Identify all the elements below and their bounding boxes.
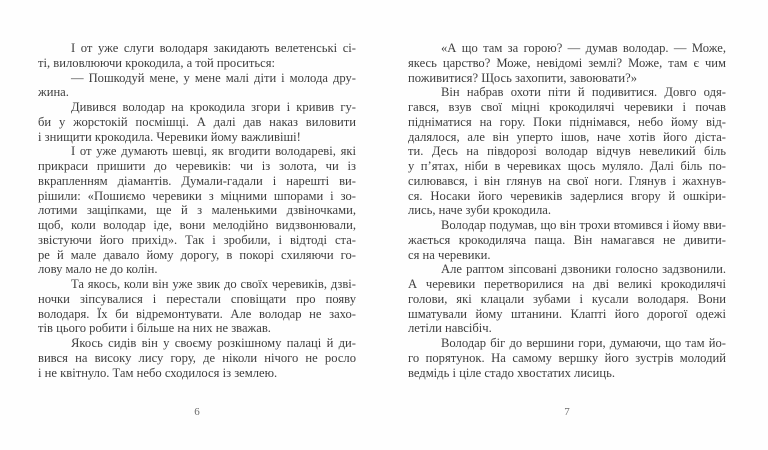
paragraph xyxy=(408,336,726,380)
text-line: ся на черевики. xyxy=(408,247,491,262)
text-line: Володар подумав, що він трохи втомився і йому вви- xyxy=(441,218,726,232)
page-text-right xyxy=(408,41,726,380)
paragraph xyxy=(408,218,726,262)
book-page-left xyxy=(38,0,356,450)
text-line: гався, взув свої міцні крокодилячі черевики і почав xyxy=(408,100,726,114)
text-line: жина. xyxy=(38,85,69,100)
text-line: А черевики перетворилися на дві великі крокодилячі xyxy=(408,277,726,291)
text-line: силювався, і він глянув на свої ноги. Глянув і жахнув- xyxy=(408,173,726,188)
text-line: рішили: «Пошиємо черевики з міцними шпорами і зо- xyxy=(38,188,356,203)
text-line: Та якось, коли він уже звик до своїх черевиків, дзві- xyxy=(71,277,356,291)
text-line: прикраси пришити до черевиків: чи із золота, чи із xyxy=(38,159,356,173)
text-line: і не квітнуло. Там небо сходилося із землею. xyxy=(38,365,278,380)
text-line: ночки зіпсувалися і перестали сповіщати про появу xyxy=(38,291,356,306)
paragraph xyxy=(38,277,356,336)
text-line: «А що там за горою? — думав володар. — Може, xyxy=(441,41,726,55)
text-line: ведмідь і ціле стадо хвостатих лисиць. xyxy=(408,365,616,380)
page-text-left xyxy=(38,41,356,380)
text-line: Він набрав охоти піти й подивитися. Довго одя- xyxy=(441,85,726,100)
text-line: далялося, але він уперто ішов, наче хотів його діста- xyxy=(408,129,726,144)
text-line: І от уже слуги володаря закидають велетенські сі- xyxy=(71,41,356,55)
text-line: і знищити крокодила. Черевики йому важливіші! xyxy=(38,129,301,144)
text-line: якесь царство? Може, невідомі землі? Може, там є чим xyxy=(408,55,726,70)
text-line: підніматися на гору. Поки піднімався, небо йому від- xyxy=(408,114,726,129)
page-number-left: 6 xyxy=(194,406,200,418)
text-line: ся. Носаки його черевиків задерлися вгору й ошкіри- xyxy=(408,188,726,203)
text-line: — Пошкодуй мене, у мене малі діти і молода дру- xyxy=(71,70,356,85)
text-line: вкрапленням діамантів. Думали-гадали і нарешті ви- xyxy=(38,173,356,188)
text-line: щоб, коли володар іде, вони мелодійно видзвонювали, xyxy=(38,218,356,232)
paragraph xyxy=(38,336,356,380)
text-line: звістуючи його прихід». Так і зробили, і відтоді ста- xyxy=(38,232,356,247)
text-line: го порятунок. На самому вершку його зустрів молодий xyxy=(408,350,726,365)
text-line: лотими защіпками, ще й з маленькими дзвіночками, xyxy=(38,203,356,218)
text-line: вився на високу лису гору, де ніколи нічого не росло xyxy=(38,350,356,365)
paragraph xyxy=(38,71,356,101)
text-line: голови, які клацали зубами і кусали володаря. Вони xyxy=(408,291,726,306)
text-line: лись, наче зуби крокодила. xyxy=(408,203,551,218)
text-line: Дивився володар на крокодила згори і кривив гу- xyxy=(71,100,356,114)
text-line: поживитися? Щось захопити, завоювати?» xyxy=(408,70,638,85)
page-number-right: 7 xyxy=(564,406,570,418)
text-line: шматували йому штанини. Клапті його дорогої одежі xyxy=(408,306,726,321)
text-line: І от уже думають шевці, як вгодити володареві, які xyxy=(71,144,356,159)
text-line: летіли навсібіч. xyxy=(408,321,492,336)
text-line: Якось сидів він у своєму розкішному палаці й ди- xyxy=(71,336,356,350)
paragraph xyxy=(408,85,726,218)
text-line: лову мало не до колін. xyxy=(38,262,158,277)
paragraph xyxy=(408,262,726,336)
paragraph xyxy=(408,41,726,85)
text-line: тів цього робити і більше на них не зважав. xyxy=(38,321,271,336)
text-line: ре й мале давало йому дорогу, в покорі схиляючи го- xyxy=(38,247,356,262)
text-line: ти. Десь на півдорозі володар відчув невеликий біль xyxy=(408,144,726,159)
paragraph xyxy=(38,144,356,277)
paragraph xyxy=(38,100,356,144)
text-line: би у жорстокій посмішці. А далі дав наказ виловити xyxy=(38,114,356,129)
text-line: Володар біг до вершини гори, думаючи, що там йо- xyxy=(441,336,726,350)
text-line: Але раптом зіпсовані дзвоники голосно задзвонили. xyxy=(441,262,726,277)
text-line: у п’ятах, ніби в черевиках щось муляло. Далі біль по- xyxy=(408,159,726,173)
book-page-right xyxy=(408,0,726,450)
text-line: жається крокодиляча паща. Він намагався не дивити- xyxy=(408,232,726,247)
paragraph xyxy=(38,41,356,71)
text-line: ті, виловлюючи крокодила, а той проситься: xyxy=(38,55,275,70)
text-line: володаря. Їх би відремонтувати. Але володар не захо- xyxy=(38,306,356,321)
